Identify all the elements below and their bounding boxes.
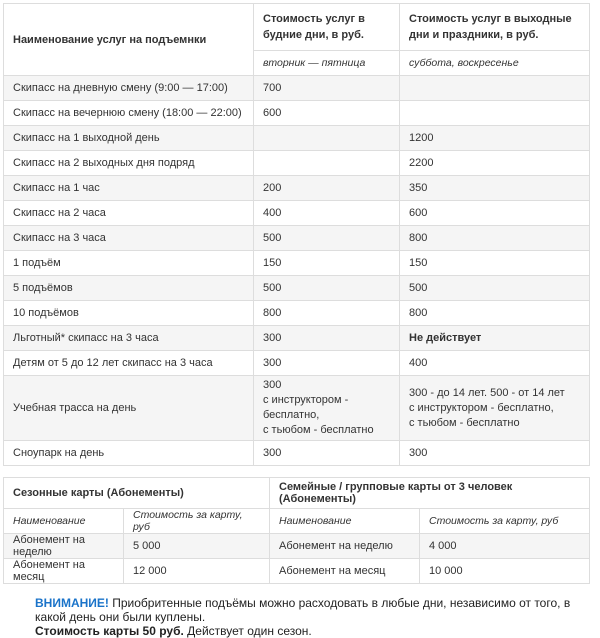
service-name: Скипасс на 1 час <box>4 176 254 201</box>
service-name: Учебная трасса на день <box>4 376 254 441</box>
subscription-price: 10 000 <box>420 559 590 584</box>
service-name: Скипасс на вечернюю смену (18:00 — 22:00) <box>4 101 254 126</box>
weekday-price: 800 <box>254 301 400 326</box>
service-name: Льготный* скипасс на 3 часа <box>4 326 254 351</box>
subscription-name: Абонемент на месяц <box>270 559 420 584</box>
table-row <box>4 326 590 351</box>
table-row <box>4 301 590 326</box>
table-row <box>4 534 590 559</box>
column-header-price: Стоимость за карту, руб <box>124 509 270 534</box>
notice <box>35 596 590 638</box>
subscription-price: 12 000 <box>124 559 270 584</box>
table-row <box>4 351 590 376</box>
service-name: 5 подъёмов <box>4 276 254 301</box>
table-row <box>4 559 590 584</box>
seasonal-cards-title: Сезонные карты (Абонементы) <box>4 478 270 509</box>
service-name: 1 подъём <box>4 251 254 276</box>
table-row <box>4 126 590 151</box>
weekend-price: Не действует <box>400 326 590 351</box>
header-weekend-price: Стоимость услуг в выходные дни и праздники, в руб. <box>400 4 590 51</box>
weekend-price: 500 <box>400 276 590 301</box>
weekend-price: 2200 <box>400 151 590 176</box>
weekday-price: 300 <box>254 351 400 376</box>
table-row <box>4 76 590 101</box>
table-row <box>4 276 590 301</box>
service-name: Скипасс на 2 часа <box>4 201 254 226</box>
price-table <box>3 3 590 466</box>
price-line: с инструктором - бесплатно, <box>409 401 554 414</box>
card-price-text: Действует один сезон. <box>183 624 312 638</box>
header-weekday-price: Стоимость услуг в будние дни, в руб. <box>254 4 400 51</box>
weekday-price: 600 <box>254 101 400 126</box>
price-line: с инструктором - <box>263 394 349 406</box>
service-name: Детям от 5 до 12 лет скипасс на 3 часа <box>4 351 254 376</box>
weekday-price: 200 <box>254 176 400 201</box>
service-name: Скипасс на 1 выходной день <box>4 126 254 151</box>
price-line: с тьюбом - бесплатно <box>263 424 374 436</box>
weekend-price: 1200 <box>400 126 590 151</box>
weekend-price: 350 <box>400 176 590 201</box>
card-price-label: Стоимость карты 50 руб. <box>35 624 184 638</box>
service-name: Скипасс на дневную смену (9:00 — 17:00) <box>4 76 254 101</box>
service-name: Скипасс на 2 выходных дня подряд <box>4 151 254 176</box>
weekday-price <box>254 151 400 176</box>
subscription-price: 4 000 <box>420 534 590 559</box>
price-line: 300 <box>263 379 282 391</box>
subscriptions-table <box>3 477 590 584</box>
subscription-price: 5 000 <box>124 534 270 559</box>
weekday-price: 400 <box>254 201 400 226</box>
table-row <box>4 176 590 201</box>
warning-paragraph <box>35 596 590 624</box>
weekend-price <box>400 101 590 126</box>
weekend-price <box>400 76 590 101</box>
column-header-name: Наименование <box>4 509 124 534</box>
service-name: 10 подъёмов <box>4 301 254 326</box>
card-price-paragraph <box>35 624 590 638</box>
header-weekend-days: суббота, воскресенье <box>400 50 590 75</box>
weekend-price: 800 <box>400 301 590 326</box>
table-row <box>4 101 590 126</box>
weekday-price: 500 <box>254 226 400 251</box>
weekend-price: 600 <box>400 201 590 226</box>
weekday-price: 150 <box>254 251 400 276</box>
weekday-price <box>254 376 400 441</box>
price-line: с тьюбом - бесплатно <box>409 416 520 429</box>
table-row <box>4 201 590 226</box>
price-line: 300 - до 14 лет. 500 - от 14 лет <box>409 386 565 399</box>
column-header-name: Наименование <box>270 509 420 534</box>
subscription-name: Абонемент на неделю <box>270 534 420 559</box>
weekday-price: 300 <box>254 441 400 466</box>
price-line: бесплатно, <box>263 409 320 421</box>
weekday-price: 300 <box>254 326 400 351</box>
weekend-price: 800 <box>400 226 590 251</box>
table-row <box>4 441 590 466</box>
subscription-name: Абонемент на неделю <box>4 534 124 559</box>
weekend-price: 300 <box>400 441 590 466</box>
table-row <box>4 376 590 441</box>
header-weekday-days: вторник — пятница <box>254 50 400 75</box>
weekday-price: 500 <box>254 276 400 301</box>
service-name: Скипасс на 3 часа <box>4 226 254 251</box>
header-service-name: Наименование услуг на подъемнки <box>4 4 254 76</box>
subscription-name: Абонемент на месяц <box>4 559 124 584</box>
table-row <box>4 226 590 251</box>
service-name: Сноупарк на день <box>4 441 254 466</box>
weekday-price: 700 <box>254 76 400 101</box>
table-row <box>4 251 590 276</box>
weekday-price <box>254 126 400 151</box>
warning-label: ВНИМАНИЕ! <box>35 596 109 610</box>
column-header-price: Стоимость за карту, руб <box>420 509 590 534</box>
group-cards-title: Семейные / групповые карты от 3 человек (Абонементы) <box>270 478 590 509</box>
weekend-price: 150 <box>400 251 590 276</box>
weekend-price: 400 <box>400 351 590 376</box>
warning-text: Приобритенные подъёмы можно расходовать в любые дни, независимо от того, в какой день они были куплены. <box>35 596 571 624</box>
table-row <box>4 151 590 176</box>
weekend-price <box>400 376 590 441</box>
